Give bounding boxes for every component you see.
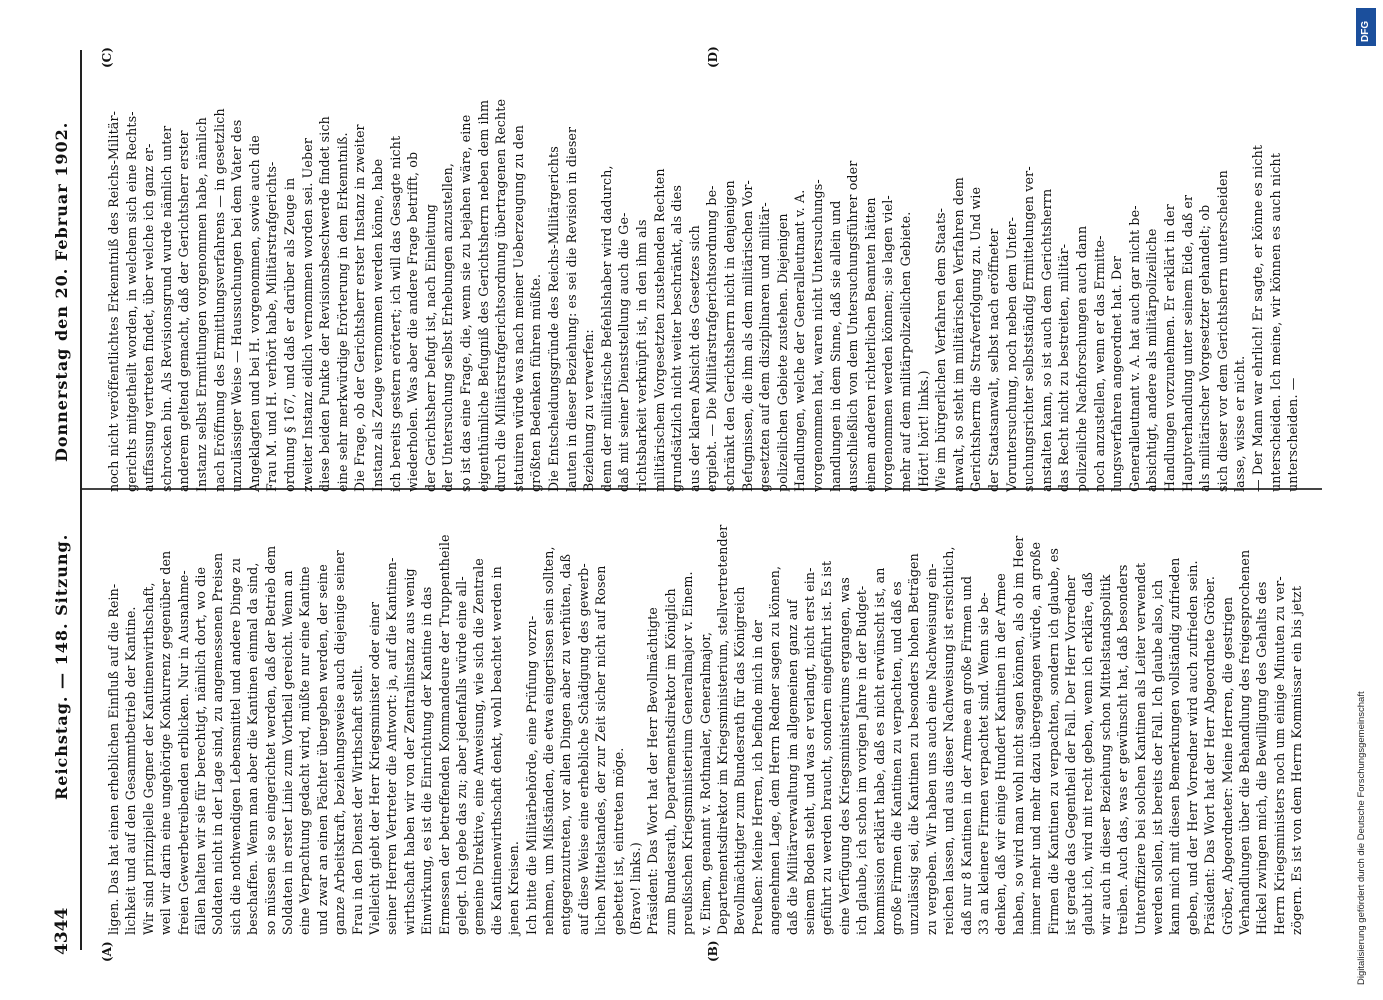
text-line: anstalten kann, so ist auch dem Gerichtsherrn <box>1038 188 1054 492</box>
text-line: Ermessen der betreffenden Kommandeure der Truppentheile <box>436 534 452 935</box>
text-line: werden sollen, ist bereits der Fall. Ich glaube also, ich <box>1150 579 1165 935</box>
text-line: ausschließlich von dem Untersuchungsführer oder <box>845 160 861 492</box>
text-line: Hauptverhandlung unter seinem Eide, daß er <box>1179 194 1195 492</box>
text-line: eigenthümliche Befugniß des Gerichtsherrn neben dem ihm <box>475 99 491 492</box>
text-line: Frau M. und H. verhört habe, Militärstrafgerichts- <box>264 161 280 492</box>
text-line: (Hört! hört! links.) <box>915 370 931 492</box>
text-line: Befugnissen, die ihm als dem militärischen Vor- <box>739 180 755 492</box>
text-line: haben, so wird man wohl nicht sagen können, als ob im Heer <box>1010 535 1026 935</box>
text-line: absichtigt, andere als militärpolizeiliche <box>1144 228 1160 492</box>
text-line: zweiter Instanz eidlich vernommen worden sei. Ueber <box>299 137 315 492</box>
text-line: zögern. Es ist von dem Herrn Kommissar ein bis jetzt <box>1289 585 1305 935</box>
text-line: Gerichtsherrn die Strafverfolgung zu. Und wie <box>968 186 984 492</box>
text-line: größten Bedenken führen müßte. <box>528 273 544 492</box>
text-line: Einwirkung, es ist die Einrichtung der Kantine in das <box>419 586 435 935</box>
text-line: kann mich mit diesen Bemerkungen vollständig zufrieden <box>1167 557 1183 935</box>
text-line: nehmen, um Mißständen, die etwa eingerissen sein sollten, <box>541 546 556 935</box>
text-line: eine Verpachtung gedacht wird, müßte nur eine Kantine <box>297 566 313 935</box>
text-line: gesetzten auf dem disziplinaren und militär- <box>757 202 773 492</box>
left-column <box>90 495 1320 935</box>
text-line: unzulässiger Weise — Haussuchungen bei dem Vater des <box>229 119 245 492</box>
text-line: denken, daß wir einige Hundert Kantinen in der Armee <box>993 573 1009 935</box>
text-line: wiederholen. Was aber die andere Frage betrifft, ob <box>405 151 421 492</box>
text-line: noch anzustellen, wenn er das Ermitte- <box>1091 235 1107 492</box>
text-line: ligen. Das hat einen erheblichen Einfluß auf die Rein- <box>106 583 121 935</box>
marker-d: (D) <box>706 46 720 68</box>
text-line: v. Einem, genannt v. Rothmaler, Generalmajor, <box>697 631 713 935</box>
text-line: Angeklagten und bei H. vorgenommen, sowie auch die <box>246 135 262 492</box>
text-line: wir auch in dieser Beziehung schon Mittelstandspolitik <box>1097 574 1113 935</box>
text-line: und zwar an einen Pächter übergeben werden, der seine <box>314 564 330 935</box>
text-line: der Staatsanwalt, selbst nach eröffneter <box>986 228 1001 492</box>
text-line: — Der Mann war ehrlich! Er sagte, er könne es nicht <box>1250 144 1265 492</box>
text-line: jenen Kreisen. <box>506 840 522 935</box>
text-line: die Kantinenwirthschaft denkt, wohl beachtet werden in <box>488 566 504 935</box>
text-line: anwalt, so steht im militärischen Verfahren dem <box>950 177 966 492</box>
text-line: seiner Herren Vertreter die Antwort: ja, auf die Kantinen- <box>384 557 400 935</box>
text-line: ich glaube, ich schon im vorigen Jahre in der Budget- <box>854 585 870 935</box>
text-line: richtsbarkeit verknüpft ist, in den ihm als <box>634 219 649 492</box>
text-line: Frau in den Dienst der Wirthschaft stellt. <box>349 664 365 935</box>
text-line: freien Gewerbetreibenden erblicken. Nur in Ausnahme- <box>175 570 191 935</box>
right-column <box>90 52 1320 502</box>
date-head: Donnerstag den 20. Februar 1902. <box>52 121 71 462</box>
text-line: daß mit seiner Dienststellung auch die Ge- <box>616 212 632 492</box>
text-line: Ich bitte die Militärbehörde, eine Prüfung vorzu- <box>523 615 539 935</box>
text-line: Präsident: Das Wort hat der Herr Abgeordnete Gröber. <box>1202 576 1218 935</box>
text-line: lauten in dieser Beziehung: es sei die Revision in dieser <box>563 126 579 492</box>
text-line: eine Verfügung des Kriegsministeriums ergangen, was <box>836 577 852 935</box>
text-line: fällen halten wir sie für berechtigt, nämlich dort, wo die <box>193 566 208 935</box>
text-line: kommission erklärt habe, daß es nicht erwünscht ist, an <box>871 567 887 935</box>
text-line: daß die Militärverwaltung im allgemeinen ganz auf <box>784 599 800 935</box>
text-line: so ist das eine Frage, die, wenn sie zu bejahen wäre, eine <box>458 114 473 492</box>
text-line: Verhandlungen über die Behandlung des freigesprochenen <box>1237 549 1252 935</box>
text-line: eine sehr merkwürdige Erörterung in dem Erkenntniß. <box>334 132 350 492</box>
text-line: lichen Mittelstandes, der zur Zeit sicher nicht auf Rosen <box>593 565 609 935</box>
marker-b: (B) <box>706 940 720 962</box>
text-line: Soldaten in erster Linie zum Vortheil gereicht. Wenn an <box>280 570 295 935</box>
text-line: Wir sind prinzipielle Gegner der Kantinenwirthschaft, <box>140 582 156 935</box>
text-line: Voruntersuchung, noch neben dem Unter- <box>1003 216 1019 492</box>
digitization-credit: Digitalisierung gefördert durch die Deutsche Forschungsgemeinschaft <box>1356 691 1367 985</box>
text-line: Handlungen vorzunehmen. Er erklärt in der <box>1162 204 1177 492</box>
text-line: der Gerichtsherr befugt ist, nach Einleitung <box>422 204 438 492</box>
text-line: schrocken bin. Als Revisionsgrund wurde nämlich unter <box>158 125 174 492</box>
text-line: ergiebt. — Die Militärstrafgerichtsordnung be- <box>704 185 720 492</box>
text-line: Vielleicht giebt der Herr Kriegsminister oder einer <box>367 601 382 935</box>
text-line: nach Eröffnung des Ermittlungsverfahrens — in gesetzlich <box>211 108 227 492</box>
marker-a: (A) <box>100 941 114 962</box>
text-line: sich dieser vor dem Gerichtsherrn unterscheiden <box>1214 170 1230 492</box>
text-line: Gröber, Abgeordneter: Meine Herren, die gestrigen <box>1219 596 1235 935</box>
text-line: Preußen: Meine Herren, ich befinde mich in der <box>749 619 765 935</box>
text-line: Bevollmächtigter zum Bundesrath für das Königreich <box>732 586 748 935</box>
text-line: der Untersuchung selbst Erhebungen anzustellen, <box>440 162 456 492</box>
text-line: gelegt. Ich gebe das zu; aber jedenfalls würde eine all- <box>454 576 469 935</box>
text-line: Unteroffiziere bei solchen Kantinen als Leiter verwendet <box>1132 562 1148 935</box>
text-line: lichkeit und auf den Gesammtbetrieb der Kantine. <box>123 606 139 935</box>
text-line: denn der militärische Befehlshaber wird dadurch, <box>598 165 614 492</box>
text-line: gerichts mitgetheilt worden, in welchem sich eine Rechts- <box>123 111 139 492</box>
text-line: so müssen sie so eingerichtet werden, daß der Betrieb dem <box>262 545 278 935</box>
text-line: immer mehr und mehr dazu übergegangen würde, an große <box>1028 541 1044 935</box>
text-line: polizeilichen Gebiete zustehen. Diejenigen <box>774 213 790 492</box>
text-line: gebettet ist, eintreten möge. <box>610 747 626 935</box>
text-line: geführt zu werden braucht, sondern eingeführt ist. Es ist <box>819 560 835 935</box>
text-line: entgegenzutreten, vor allen Dingen aber zu verhüten, daß <box>558 553 574 935</box>
text-line: preußischen Kriegsministerium Generalmajor v. Einem. <box>680 571 696 935</box>
text-line: lasse, wisse er nicht. <box>1232 355 1248 492</box>
text-line: unzulässig sei, die Kantinen zu besonders hohen Beträgen <box>906 553 922 935</box>
text-line: ich bereits gestern erörtert; ich will das Gesagte nicht <box>387 135 403 492</box>
text-line: daß nur 8 Kantinen in der Armee an große Firmen und <box>958 575 974 935</box>
text-line: unterscheiden. Ich meine, wir können es auch nicht <box>1267 152 1283 492</box>
text-line: gemeine Direktive, eine Anweisung, wie sich die Zentrale <box>471 558 487 935</box>
text-line: lungsverfahren angeordnet hat. Der <box>1109 255 1125 492</box>
text-line: das Recht nicht zu bestreiten, militär- <box>1056 243 1072 492</box>
text-line: Präsident: Das Wort hat der Herr Bevollmächtigte <box>645 607 661 935</box>
text-line: angenehmen Lage, dem Herrn Redner sagen zu können, <box>767 565 783 935</box>
text-line: durch die Militärstrafgerichtsordnung übertragenen Rechte <box>493 98 509 492</box>
text-line: schränkt den Gerichtsherrn nicht in denjenigen <box>722 180 737 492</box>
text-line: militärischem Vorgesetzten zustehenden Rechten <box>651 168 667 492</box>
page-number: 4344 <box>52 907 72 955</box>
text-line: zu vergeben. Wir haben uns auch eine Nachweisung ein- <box>923 563 939 935</box>
text-line: Herrn Kriegsministers noch um einige Minuten zu ver- <box>1271 576 1287 935</box>
text-line: handlungen in dem Sinne, daß sie allein und <box>827 200 843 492</box>
running-head: Reichstag. — 148. Sitzung. <box>52 533 71 800</box>
text-line: aus der klaren Absicht des Gesetzes sich <box>686 225 702 492</box>
text-line: glaubt ich, wird mit recht geben, wenn ich erkläre, daß <box>1080 572 1096 935</box>
text-line: vorgenommen hat, waren nicht Untersuchungs- <box>810 179 825 492</box>
text-line: Die Frage, ob der Gerichtsherr erster Instanz in zweiter <box>352 124 368 492</box>
text-line: einem anderen richterlichen Beamten hätten <box>862 197 878 492</box>
text-line: unterscheiden. — <box>1285 377 1301 492</box>
text-line: Generalleutnant v. A. hat auch gar nicht be- <box>1126 205 1142 492</box>
text-line: Die Entscheidungsgründe des Reichs-Militärgerichts <box>546 146 561 492</box>
text-line: reichen lassen, und aus dieser Nachweisung ist ersichtlich, <box>941 546 957 935</box>
dfg-logo: DFG <box>1356 8 1376 46</box>
text-line: große Firmen die Kantinen zu verpachten, und daß es <box>889 581 904 935</box>
text-line: weil wir darin eine ungehörige Konkurrenz gegenüber den <box>158 550 174 935</box>
text-line: auffassung vertreten findet, über welche ich ganz er- <box>141 143 157 492</box>
text-line: auf diese Weise eine erhebliche Schädigung des gewerb- <box>575 563 591 935</box>
text-line: treiben. Auch das, was er gewünscht hat, daß besonders <box>1115 564 1131 935</box>
text-line: 33 an kleinere Firmen verpachtet sind. Wenn sie be- <box>976 592 991 935</box>
text-line: mehr auf dem militärpolizeilichen Gebiete. <box>898 211 913 492</box>
text-line: zum Bundesrath, Departementsdirektor im Königlich <box>662 588 678 935</box>
text-line: seinem Boden steht, und was er verlangt, nicht erst ein- <box>802 567 817 935</box>
text-line: als militärischer Vorgesetzter gehandelt; ob <box>1197 204 1213 492</box>
header-rule <box>80 50 82 950</box>
text-line: Soldaten nicht in der Lage sind, zu angemessenen Preisen <box>210 552 226 935</box>
text-line: statuiren würde was nach meiner Ueberzeugung zu den <box>510 125 526 492</box>
text-line: (Bravo! links.) <box>628 842 643 935</box>
text-line: noch nicht veröffentlichtes Erkenntniß des Reichs-Militär- <box>106 110 121 492</box>
text-line: Hickel zwingen mich, die Bewilligung des Gehalts des <box>1254 581 1270 935</box>
text-line: ordnung § 167, und daß er darüber als Zeuge in <box>282 177 297 492</box>
text-line: Wie im bürgerlichen Verfahren dem Staats- <box>933 207 949 492</box>
text-line: Departementsdirektor im Kriegsministerium, stellvertretender <box>715 524 730 935</box>
text-line: geben, und der Herr Vorredner wird auch zufrieden sein. <box>1184 560 1200 935</box>
text-line: beschaffen. Wenn man aber die Kantinen einmal da sind, <box>245 562 261 935</box>
text-line: anderem geltend gemacht, daß der Gerichtsherr erster <box>176 130 192 492</box>
text-line: wirthschaft haben wir von der Zentralinstanz aus wenig <box>401 568 417 935</box>
marker-c: (C) <box>100 47 114 68</box>
text-line: ganze Arbeitskraft, beziehungsweise auch diejenige seiner <box>332 550 348 935</box>
text-line: Firmen die Kantinen zu verpachten, sondern ich glaube, es <box>1045 547 1061 935</box>
text-line: diese beiden Punkte der Revisionsbeschwerde findet sich <box>317 116 333 492</box>
text-line: grundsätzlich nicht weiter beschränkt, als dies <box>669 185 685 492</box>
text-line: vorgenommen werden können; sie lagen viel- <box>880 195 896 492</box>
text-line: ist gerade das Gegentheil der Fall. Der Herr Vorredner <box>1063 575 1078 935</box>
text-line: sich die nothwendigen Lebensmittel und andere Dinge zu <box>227 557 243 935</box>
text-line: suchungsrichter selbstständig Ermittelungen ver- <box>1021 166 1037 492</box>
text-line: polizeiliche Nachforschungen auch dann <box>1074 225 1089 492</box>
text-line: Beziehung zu verwerfen: <box>581 329 597 492</box>
text-line: Handlungen, welche der Generalleutnant v. A. <box>792 189 808 492</box>
text-line: Instanz als Zeuge vernommen werden könne, habe <box>370 158 385 492</box>
text-line: Instanz selbst Ermittlungen vorgenommen habe, nämlich <box>194 117 209 492</box>
